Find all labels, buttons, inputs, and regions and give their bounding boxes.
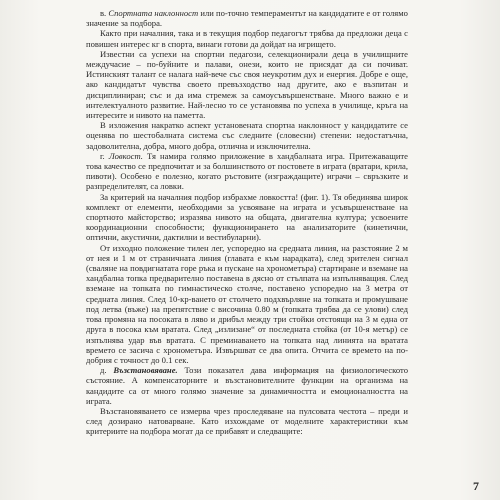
- paragraph-text: Възстановяването се измерва чрез проследяване на пулсовата честота – преди и след дозирано натоварване. Като изхождаме от моделните характеристики към критериите на подбора могат да се прибавят и следващите:: [86, 405, 408, 437]
- paragraph-temperament: [86, 8, 408, 28]
- paragraph: [86, 406, 408, 437]
- paragraph-text: Известни са успехи на спортни педагози, селекционирали деца в училищните междучасие – по-буйните и палави, онези, които не присядат да си почиват. Истинският талант се налага най-вече със своя неукротим дух и енергия. Добре е още, ако кандидатът чувства своето превъзходство над другите, ако е възпитан и дисциплиниран; със и да има стремеж за самоусъвършенстване. Много важно е и интелектуалното развитие. Най-лесно то се установява по успеха в училище, кръга на интересите и нивото на паметта.: [86, 48, 408, 121]
- paragraph-text: За критерий на началния подбор избрахме ловкостта! (фиг. 1). Тя обединява широк комплект от елементи, необходими за усвояване на играта и усъвършенстване на спортното майсторство; изразява нивото на общата, двигателна култура; усвоените координационни способности; функционирането на анализаторите (кинетични, оптични, акустични, дактилни и вестибуларни).: [86, 191, 408, 243]
- document-body: [86, 8, 408, 437]
- paragraph-agility: [86, 151, 408, 192]
- section-heading: Спортната наклонност: [108, 8, 199, 18]
- page-number: 7: [473, 479, 479, 493]
- section-heading: Възстановяване.: [113, 365, 178, 376]
- paragraph-recovery: [86, 365, 408, 406]
- paragraph-text: Този показател дава информация на физиологическото състояние. А компенсаторните и възстановителните функции на организма на кандидите са от много голямо значение за динамичността и емоционалността на играта.: [86, 365, 408, 406]
- paragraph-text: В изложения накратко аспект установената спортна наклонност у кандидатите се оценява по шестобалната система със следните (словесни) степени: недостатъчна, задоволителна, добра, много добра, отлична и изключителна.: [86, 120, 408, 151]
- paragraph-text: От изходно положение тилен лег, успоредно на средната линия, на разстояние 2 м от нея и 1 м от страничната линия (главата е към нарадката), след зрителен сигнал (сваляне на повдигнатата горе ръка и пускане на хронометъра) стартиране и вземане на хандбална топка предварително поставена в дясно от стълпата на изпълняващия. След вземане на топката по гимнастическо столче, поставено успоредно на 3 метра от средната линия. След 10-кр-ването от столчето подхвърляне на топката и промушване под летва (въже) на препятствие с височина 0.80 м (топката трябва да се улови) след това промяна на посоката в ляво и дрибъл между три стойки отстоящи на 3 м една от друга в посока към вратата. След „излизане“ от последната стойка (от 10-я метър) се изпълнява удар във вратата. С преминаването на топката над линията на вратата времето се засича с хронометъра. Извършват се два опита. Отчита се времето на по-добрия с точност до 0.1 сек.: [86, 242, 408, 365]
- paragraph: [86, 120, 408, 151]
- paragraph: [86, 49, 408, 120]
- paragraph-text: или по-точно темпераментът на кандидатите е от голямо значение за подбора.: [86, 8, 408, 29]
- paragraph-text: Както при началния, така и в текущия подбор педагогът трябва да предложи деца с повишен интерес кг в спорта, винаги готови да дойдат на игрището.: [86, 28, 408, 49]
- paragraph: [86, 243, 408, 365]
- paragraph: [86, 192, 408, 243]
- paragraph: [86, 28, 408, 48]
- section-heading: Ловкост.: [108, 150, 143, 161]
- item-marker: в.: [100, 8, 109, 18]
- paragraph-text: Тя намира голямо приложение в хандбалната игра. Притежаващите това качество се предпочитат и за болшинството от постовете в играта (вратари, крила, пивоти). Особено е полезно, когато ръстовите (изграждащите) играчи – свръзките и разпределителят, са ловки.: [86, 150, 408, 192]
- item-marker: г.: [100, 150, 109, 161]
- item-marker: д.: [100, 365, 114, 376]
